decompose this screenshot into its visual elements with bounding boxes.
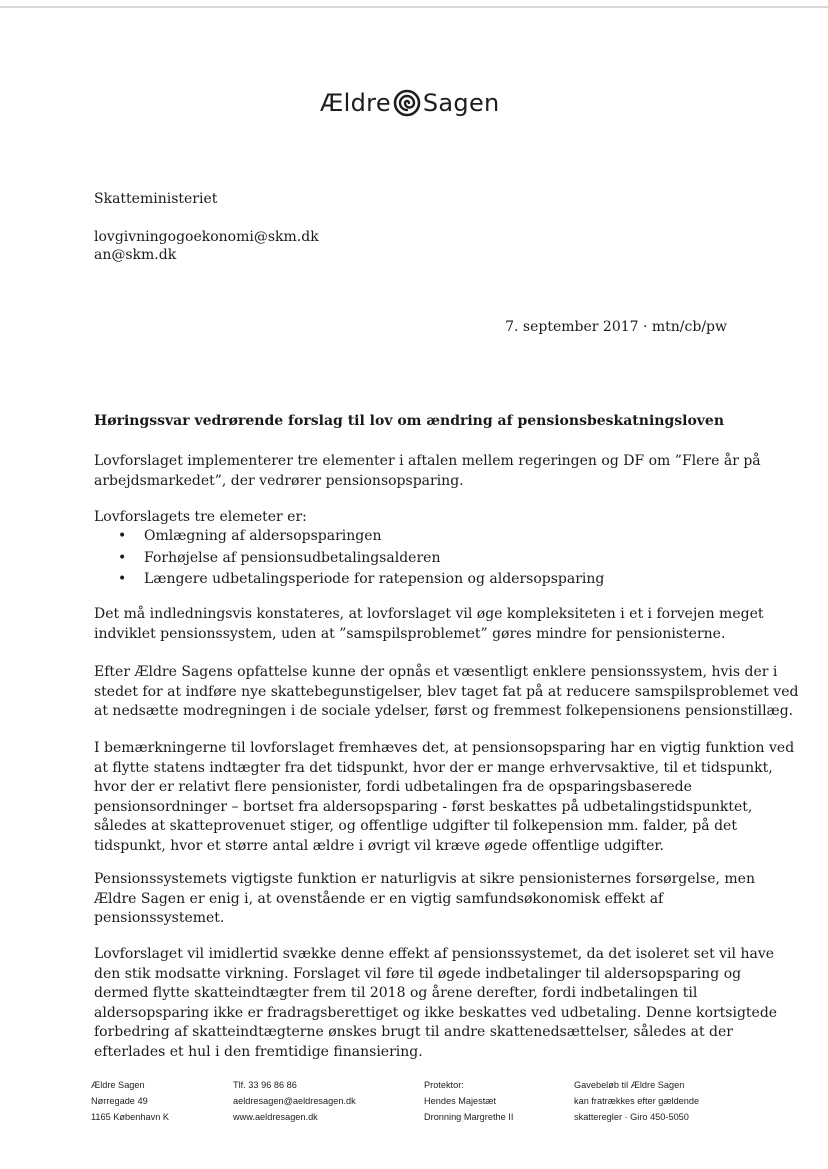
- paragraph-line: Pensionssystemets vigtigste funktion er naturligvis at sikre pensionisternes forsørgelse, men: [94, 871, 755, 887]
- footer-line: Dronning Margrethe II: [424, 1112, 514, 1122]
- paragraph-line: I bemærkningerne til lovforslaget fremhæves det, at pensionsopsparing har en vigtig funktion ved: [94, 740, 795, 756]
- bullet-icon: •: [118, 571, 127, 587]
- footer-line: Ældre Sagen: [91, 1080, 145, 1090]
- list-item: • Længere udbetalingsperiode for ratepension og aldersopsparing: [118, 569, 604, 591]
- footer-line: Tlf. 33 96 86 86: [233, 1080, 297, 1090]
- footer-line: Gavebeløb til Ældre Sagen: [574, 1080, 685, 1090]
- paragraph-opinion: [94, 663, 798, 722]
- footer-donation: [574, 1077, 699, 1125]
- document-heading: Høringssvar vedrørende forslag til lov om ændring af pensionsbeskatningsloven: [94, 413, 724, 429]
- paragraph-line: Det må indledningsvis konstateres, at lovforslaget vil øge kompleksiteten i et i forvejen meget: [94, 606, 764, 622]
- paragraph-line: således at skatteprovenuet stiger, og offentlige udgifter til folkepension mm. falder, på det: [94, 818, 737, 834]
- paragraph-line: Lovforslaget implementerer tre elementer i aftalen mellem regeringen og DF om ”Flere år på: [94, 453, 761, 469]
- paragraph-line: Efter Ældre Sagens opfattelse kunne der opnås et væsentligt enklere pensionssystem, hvis der i: [94, 664, 778, 680]
- footer-line: Protektor:: [424, 1080, 464, 1090]
- footer-address: [91, 1077, 169, 1125]
- page-top-edge: [0, 6, 828, 8]
- logo-text-right: Sagen: [422, 89, 500, 117]
- paragraph-line: pensionsordninger – bortset fra aldersopsparing - først beskattes på udbetalingstidspunktet,: [94, 798, 753, 815]
- footer-line: Hendes Majestæt: [424, 1096, 497, 1106]
- footer-line: kan fratrækkes efter gældende: [574, 1096, 700, 1106]
- recipient-name: Skatteministeriet: [94, 191, 218, 207]
- date-reference: 7. september 2017 · mtn/cb/pw: [505, 319, 727, 335]
- logo-spiral-icon: [393, 89, 421, 117]
- aeldre-sagen-logo: [320, 86, 510, 120]
- paragraph-line: aldersopsparing ikke er fradragsberettiget og ikke beskattes ved udbetaling. Denne kortsigtede: [94, 1004, 778, 1021]
- paragraph-line: forbedring af skatteindtægterne ønskes brugt til andre skattenedsættelser, således at der: [94, 1024, 733, 1040]
- paragraph-line: dermed flytte skatteindtægter frem til 2018 og årene derefter, fordi indbetalingen til: [94, 985, 698, 1001]
- paragraph-effect: [94, 945, 777, 1062]
- footer-line: 1165 København K: [91, 1112, 169, 1122]
- footer-email-link[interactable]: aeldresagen@aeldresagen.dk: [233, 1096, 356, 1106]
- list-item: • Forhøjelse af pensionsudbetalingsalderen: [118, 548, 604, 570]
- paragraph-line: efterlades et hul i den fremtidige finansiering.: [94, 1043, 423, 1060]
- paragraph-remarks: [94, 739, 794, 856]
- recipient-email: lovgivningogoekonomi@skm.dk: [94, 229, 319, 245]
- paragraph-complexity: [94, 605, 763, 644]
- bullet-icon: •: [118, 528, 127, 544]
- paragraph-line: tidspunkt, hvor et større antal ældre i øvrigt vil kræve øgede offentlige udgifter.: [94, 837, 664, 854]
- paragraph-line: Lovforslaget vil imidlertid svække denne effekt af pensionssystemet, da det isoleret set vil have: [94, 946, 775, 962]
- paragraph-line: Lovforslagets tre elemeter er:: [94, 509, 307, 525]
- paragraph-line: stedet for at indføre nye skattebegunstigelser, blev taget fat på at reducere samspilsproblemet ved: [94, 683, 799, 700]
- paragraph-line: hvor der er relativt flere pensionister, fordi udbetalingen fra de opsparingsbaserede: [94, 779, 692, 795]
- paragraph-intro: [94, 452, 761, 491]
- paragraph-line: indviklet pensionssystem, uden at ”samspilsproblemet” gøres mindre for pensionisterne.: [94, 625, 726, 642]
- footer-line: skatteregler · Giro 450-5050: [574, 1112, 689, 1122]
- paragraph-function: [94, 870, 755, 929]
- footer-line: Nørregade 49: [91, 1096, 148, 1106]
- paragraph-line: den stik modsatte virkning. Forslaget vil føre til øgede indbetalinger til aldersopsparing og: [94, 965, 742, 982]
- footer-contact: [233, 1077, 356, 1125]
- paragraph-line: at nedsætte modregningen i de sociale ydelser, først og fremmest folkepensionens pensionstillæg.: [94, 703, 794, 719]
- recipient-email: an@skm.dk: [94, 247, 177, 263]
- logo-text-left: Ældre: [320, 89, 391, 117]
- footer-website-link[interactable]: www.aeldresagen.dk: [233, 1112, 318, 1122]
- paragraph-elements-lead: [94, 508, 307, 528]
- list-item: • Omlægning af aldersopsparingen: [118, 526, 604, 548]
- paragraph-line: at flytte statens indtægter fra det tidspunkt, hvor der er mange erhvervsaktive, til et tidspunkt,: [94, 759, 773, 776]
- bullet-list: [118, 526, 604, 591]
- footer-protector: [424, 1077, 513, 1125]
- bullet-icon: •: [118, 549, 127, 566]
- paragraph-line: Ældre Sagen er enig i, at ovenstående er en vigtig samfundsøkonomisk effekt af: [94, 890, 664, 907]
- paragraph-line: arbejdsmarkedet”, der vedrører pensionsopsparing.: [94, 472, 464, 489]
- paragraph-line: pensionssystemet.: [94, 910, 225, 926]
